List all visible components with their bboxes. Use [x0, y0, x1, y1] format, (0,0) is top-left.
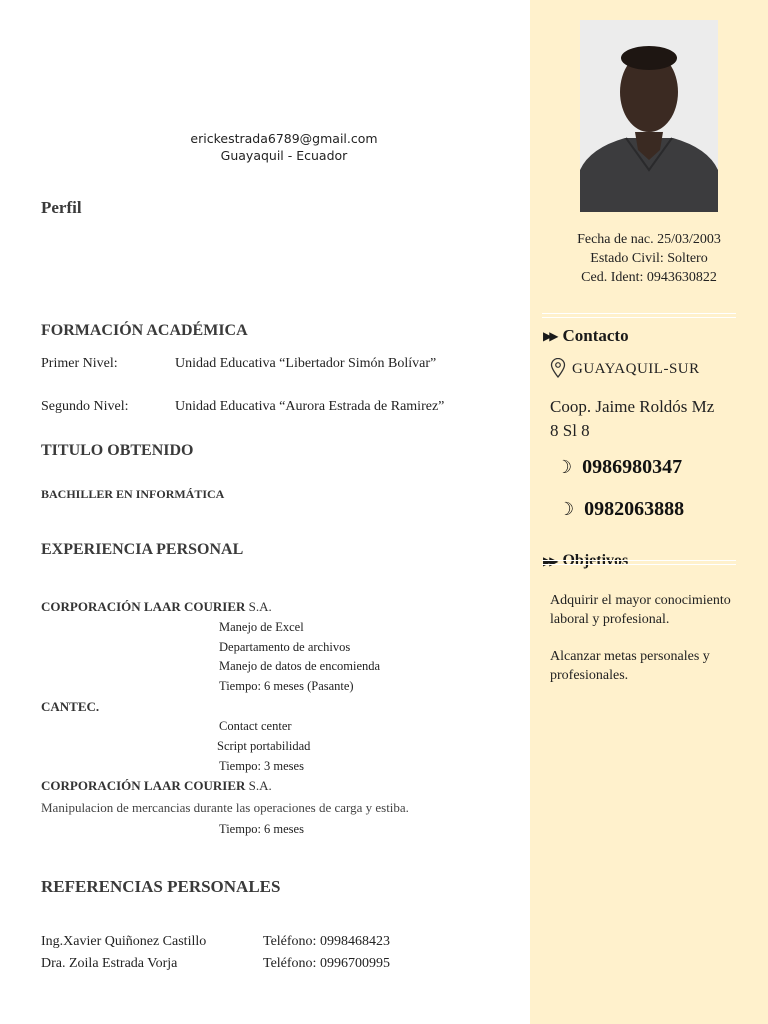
sidebar: [530, 0, 768, 1024]
job-task: Manejo de datos de encomienda: [219, 659, 381, 673]
job-description: Manipulacion de mercancias durante las operaciones de carga y estiba.: [41, 800, 409, 815]
personal-info: [530, 230, 768, 287]
phone-icon: ☽: [556, 457, 573, 477]
formacion-label: Primer Nivel:: [41, 356, 118, 371]
titulo-value: BACHILLER EN INFORMÁTICA: [41, 487, 225, 501]
job-task: Script portabilidad: [217, 739, 311, 753]
reference-row: [41, 956, 390, 972]
formacion-row: [41, 399, 444, 415]
job-company: [41, 778, 272, 794]
contact-header: [0, 130, 568, 164]
formacion-value: Unidad Educativa “Libertador Simón Bolívar”: [175, 356, 437, 371]
formacion-label: Segundo Nivel:: [41, 399, 129, 414]
objetivos-title: Objetivos: [562, 552, 629, 569]
reference-row: [41, 934, 390, 950]
city-text: GUAYAQUIL-SUR: [572, 361, 700, 377]
job-task: Tiempo: 3 meses: [219, 759, 304, 773]
email-text[interactable]: erickestrada6789@gmail.com: [190, 131, 378, 146]
job-task: Tiempo: 6 meses (Pasante): [219, 679, 354, 693]
formacion-value: Unidad Educativa “Aurora Estrada de Ramirez”: [175, 399, 445, 414]
job-task: Manejo de Excel: [219, 620, 304, 634]
reference-name: Dra. Zoila Estrada Vorja: [41, 956, 178, 971]
job-task: Contact center: [219, 719, 292, 733]
phone-row[interactable]: [556, 456, 682, 479]
city-line: [550, 358, 700, 378]
experiencia-heading: EXPERIENCIA PERSONAL: [41, 541, 244, 558]
company-suffix: S.A.: [245, 778, 272, 793]
phone-number[interactable]: 0982063888: [584, 498, 685, 520]
id-number: Ced. Ident: 0943630822: [581, 270, 717, 285]
company-name: CANTEC.: [41, 699, 100, 714]
reference-name: Ing.Xavier Quiñonez Castillo: [41, 934, 207, 949]
location-text: Guayaquil - Ecuador: [220, 148, 348, 163]
divider: [542, 313, 736, 318]
objective-item: Alcanzar metas personales y profesionales.: [550, 649, 710, 683]
reference-phone: Teléfono: 0996700995: [263, 956, 390, 971]
contacto-title: Contacto: [562, 326, 629, 345]
job-task: Departamento de archivos: [219, 640, 351, 654]
profile-photo: [580, 20, 718, 212]
company-name: CORPORACIÓN LAAR COURIER: [41, 778, 246, 793]
titulo-heading: TITULO OBTENIDO: [41, 442, 194, 459]
job-company: [41, 699, 99, 715]
company-name: CORPORACIÓN LAAR COURIER: [41, 599, 246, 614]
job-company: [41, 599, 272, 615]
marital-status: Estado Civil: Soltero: [590, 251, 708, 266]
address-line-1: Coop. Jaime Roldós Mz: [550, 397, 715, 416]
location-pin-icon: [550, 358, 566, 378]
contacto-heading: [543, 326, 629, 346]
phone-row[interactable]: [558, 498, 684, 521]
phone-number[interactable]: 0986980347: [582, 456, 683, 478]
referencias-heading: REFERENCIAS PERSONALES: [41, 877, 281, 896]
phone-icon: ☽: [558, 499, 575, 519]
divider: [542, 560, 736, 565]
formacion-row: [41, 356, 436, 372]
perfil-heading: Perfil: [41, 198, 82, 217]
objective-item: Adquirir el mayor conocimiento laboral y profesional.: [550, 593, 731, 627]
job-task: Tiempo: 6 meses: [219, 822, 304, 836]
company-suffix: S.A.: [245, 599, 272, 614]
double-arrow-icon: ▶▶: [543, 328, 556, 343]
reference-phone: Teléfono: 0998468423: [263, 934, 390, 949]
birth-date: Fecha de nac. 25/03/2003: [577, 232, 721, 247]
address-line-2: 8 Sl 8: [550, 421, 590, 440]
formacion-heading: FORMACIÓN ACADÉMICA: [41, 322, 248, 339]
double-arrow-icon: ▶▶: [543, 553, 556, 568]
